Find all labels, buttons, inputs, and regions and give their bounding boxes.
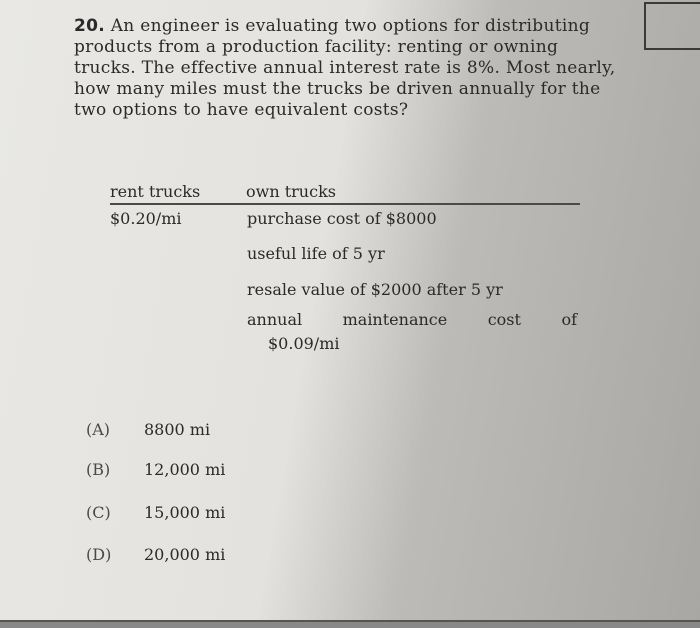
option-a <box>86 420 210 439</box>
header-rent-trucks: rent trucks <box>110 182 201 201</box>
table-rule <box>110 203 580 205</box>
answer-box <box>644 2 700 50</box>
own-maintenance-label: annual maintenance cost of <box>247 310 577 329</box>
page-edge <box>0 622 700 628</box>
question-block <box>74 16 622 121</box>
option-letter: (B) <box>86 460 111 479</box>
rent-cost: $0.20/mi <box>110 209 182 228</box>
own-purchase-cost: purchase cost of $8000 <box>247 209 437 228</box>
question-text: An engineer is evaluating two options for distributing products from a production facility: renting or owning trucks. The effective annual interest rate is 8%. Most nearly, how many miles must the trucks be driven annually for the two options to have equivalent costs? <box>74 16 616 120</box>
option-letter: (C) <box>86 503 111 522</box>
option-text: 12,000 mi <box>144 460 226 479</box>
question-number: 20. <box>74 16 106 36</box>
own-useful-life: useful life of 5 yr <box>247 244 385 263</box>
option-text: 8800 mi <box>144 420 211 439</box>
own-resale-value: resale value of $2000 after 5 yr <box>247 280 503 299</box>
option-d <box>86 545 225 564</box>
option-c <box>86 503 225 522</box>
option-letter: (A) <box>86 420 111 439</box>
option-text: 15,000 mi <box>144 503 226 522</box>
own-maintenance-value: $0.09/mi <box>268 334 340 353</box>
option-text: 20,000 mi <box>144 545 226 564</box>
option-b <box>86 460 225 479</box>
header-own-trucks: own trucks <box>246 182 336 201</box>
option-letter: (D) <box>86 545 112 564</box>
